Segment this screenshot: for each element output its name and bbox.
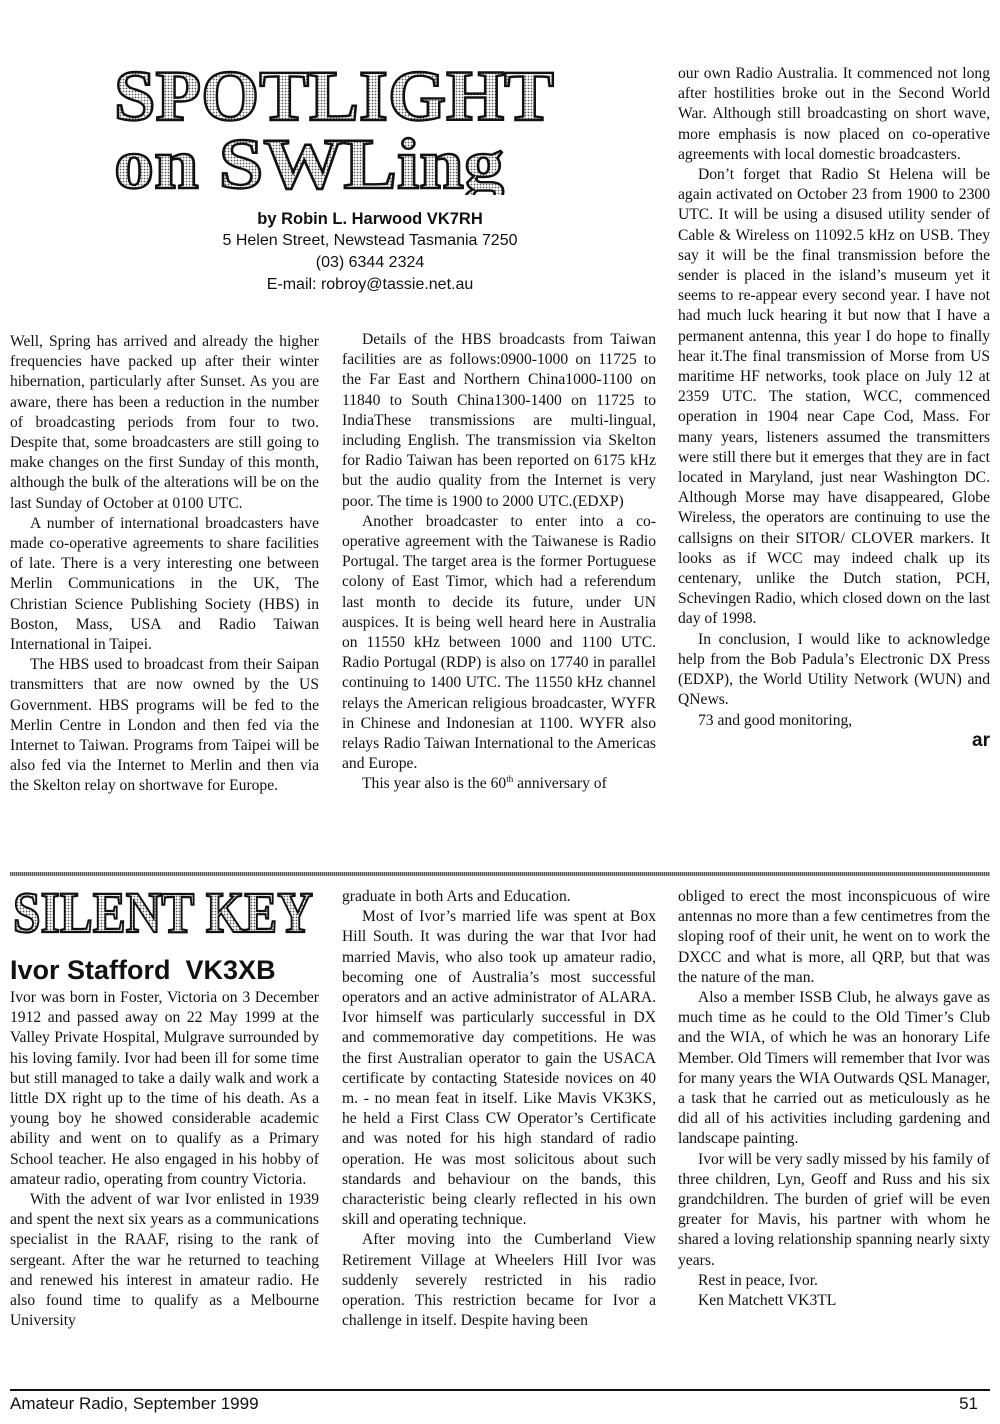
obituary-heading	[10, 954, 276, 986]
paragraph-text: This year also is the 60	[362, 775, 507, 793]
paragraph: Details of the HBS broadcasts from Taiwan facilities are as follows:0900-1000 on 11725 to the Far East and Northern China1000-1100 on 11840 to South China1300-1400 on 11725 to IndiaThese transmissions are multi-lingual, including English. The transmission via Skelton for Radio Taiwan has been reported on 6175 kHz but the audio quality from the Internet is very poor. The time is 1900 to 2000 UTC.(EDXP)	[342, 331, 656, 510]
byline	[140, 208, 600, 296]
publication-footer: Amateur Radio, September 1999	[10, 1394, 259, 1413]
paragraph: Ivor was born in Foster, Victoria on 3 December 1912 and passed away on 22 May 1999 at the Valley Private Hospital, Mulgrave surrounded by his loving family. Ivor had been ill for some time but still managed to take a daily walk and work a little DX right up to the time of his death. As a young boy he showed considerable academic ability and went on to qualify as a Primary School teacher. He also engaged in his hobby of amateur radio, operating from country Victoria.	[10, 989, 319, 1188]
paragraph: Most of Ivor’s married life was spent at Box Hill South. It was during the war that Ivor had married Mavis, who also took up amateur radio, becoming one of Australia’s most successful operators and an active administrator of ALARA. Ivor himself was particularly successful in DX and commemorative day competitions. He was the first Australian operator to gain the USACA certificate by contacting Stateside novices on 40 m. - no mean feat in itself. Like Mavis VK3KS, he held a First Class CW Operator’s Certificate and was noted for his high standard of radio operation. He was most solicitous about such standards and behaviour on the bands, this characteristic being clearly reflected in his own skill and operating technique.	[342, 908, 656, 1229]
spotlight-column-3	[678, 64, 990, 752]
spotlight-column-2	[342, 330, 656, 795]
page-number: 51	[959, 1394, 978, 1413]
paragraph: graduate in both Arts and Education.	[342, 888, 571, 905]
spotlight-column-1	[10, 332, 319, 797]
paragraph: Ivor will be very sadly missed by his family of three children, Lyn, Geoff and Russ and his six grandchildren. The burden of grief will be even greater for Mavis, his partner with whom he shared a loving relationship spanning nearly sixty years.	[678, 1150, 990, 1269]
column-title-banner	[110, 60, 562, 195]
sign-off-line	[678, 731, 990, 752]
column-title-line2: on SWLing	[114, 124, 504, 195]
sign-off: ar	[972, 729, 990, 751]
paragraph: After moving into the Cumberland View Retirement Village at Wheelers Hill Ivor was suddenly severely restricted in his radio operation. This restriction became for Ivor a challenge in itself. Despite having been	[342, 1231, 656, 1330]
silent-key-column-3	[678, 887, 990, 1311]
paragraph: Well, Spring has arrived and already the higher frequencies have packed up after their winter hibernation, particularly after Sunset. As you are aware, there has been a reduction in the number of broadcasting periods from four to two. Despite that, some broadcasters are still going to make changes on the first Sunday of this month, although the bulk of the alterations will be on the last Sunday of October at 0100 UTC.	[10, 333, 319, 512]
author-name: by Robin L. Harwood VK7RH	[257, 210, 483, 228]
silent-key-title: SILENT KEY	[13, 880, 313, 942]
section-divider	[10, 872, 990, 876]
paragraph: The HBS used to broadcast from their Saipan transmitters that are now owned by the US Government. HBS programs will be fed to the Merlin Centre in London and then fed via the Internet to Taiwan. Programs from Taipei will be also fed via the Internet to Merlin and then via the Skelton relay on shortwave for Europe.	[10, 656, 319, 795]
paragraph: A number of international broadcasters have made co-operative agreements to share facilities of late. There is a very interesting one between Merlin Communications in the UK, The Christian Science Publishing Society (HBS) in Boston, Mass, USA and Radio Taiwan International in Taipei.	[10, 514, 319, 654]
paragraph-text: anniversary of	[513, 775, 607, 793]
paragraph: In conclusion, I would like to acknowledge help from the Bob Padula’s Electronic DX Press (EDXP), the World Utility Network (WUN) and QNews.	[678, 630, 990, 709]
paragraph: Rest in peace, Ivor.	[698, 1271, 818, 1289]
paragraph: Don’t forget that Radio St Helena will be again activated on October 23 from 1900 to 2300 UTC. It will be using a disused utility sender of Cable & Wireless on 11092.5 kHz on USB. They say it will be the final transmission before the sender is placed in the island’s museum yet it seems to re-appear every second year. I have not had much luck hearing it but now that I have a permanent antenna, this year I do hope to finally hear it.The final transmission of Morse from US maritime HF networks, took place on July 12 at 2359 UTC. The station, WCC, commenced operation in 1904 near Cape Cod, Mass. For many years, listeners assumed the transmitters were still there but it emerges that they are in fact located in Maryland, just near Washington DC. Although Morse may have disappeared, Globe Wireless, the operators are continuing to use the callsigns on their SITOR/ CLOVER markers. It looks as if WCC may indeed chalk up its centenary, unlike the Dutch station, PCH, Schevingen Radio, which closed down on the last day of 1998.	[678, 166, 990, 628]
author-phone: (03) 6344 2324	[315, 254, 425, 271]
ordinal-suffix: th	[506, 774, 514, 785]
author-email: E-mail: robroy@tassie.net.au	[266, 276, 474, 293]
paragraph: Another broadcaster to enter into a co-operative agreement with the Taiwanese is Radio Portugal. The target area is the former Portuguese colony of East Timor, which had a referendum last month to decide its future, under UN auspices. It is being well heard here in Australia on 11550 kHz between 1000 and 1100 UTC. Radio Portugal (RDP) is also on 17740 in parallel continuing to 1400 UTC. The 11550 kHz channel relays the American religious broadcaster, WYFR in Chinese and Indonesian at 1100. WYFR also relays Radio Taiwan International to the Americas and Europe.	[342, 512, 656, 773]
obituary-name: Ivor Stafford	[10, 955, 171, 985]
paragraph: Ken Matchett VK3TL	[698, 1292, 837, 1310]
silent-key-column-2	[342, 887, 656, 1331]
author-address: 5 Helen Street, Newstead Tasmania 7250	[222, 232, 518, 249]
obituary-callsign: VK3XB	[185, 955, 276, 985]
paragraph: With the advent of war Ivor enlisted in 1939 and spent the next six years as a communications specialist in the RAAF, rising to the rank of sergeant. After the war he returned to teaching and renewed his interest in amateur radio. He also found time to qualify as a Melbourne University	[10, 1191, 319, 1330]
column-title-line1: SPOTLIGHT	[114, 60, 554, 136]
footer-rule	[10, 1389, 990, 1391]
paragraph: Also a member ISSB Club, he always gave as much time as he could to the Old Timer’s Club and the WIA, of which he was an honorary Life Member. Old Timers will remember that Ivor was for many years the WIA Outwards QSL Manager, a task that he carried out as meticulously as he did all of his activities including gardening and landscape painting.	[678, 989, 990, 1148]
silent-key-banner	[10, 880, 330, 942]
paragraph: 73 and good monitoring,	[698, 711, 853, 729]
paragraph	[342, 774, 656, 794]
silent-key-column-1	[10, 988, 319, 1331]
paragraph: obliged to erect the most inconspicuous of wire antennas no more than a few centimetres from the sloping roof of their unit, he went on to work the DXCC and what is more, all QRP, but that was the nature of the man.	[678, 888, 990, 986]
paragraph: our own Radio Australia. It commenced not long after hostilities broke out in the Second World War. Although still broadcasting on short wave, more emphasis is now placed on co-operative agreements with local domestic broadcasters.	[678, 65, 990, 163]
